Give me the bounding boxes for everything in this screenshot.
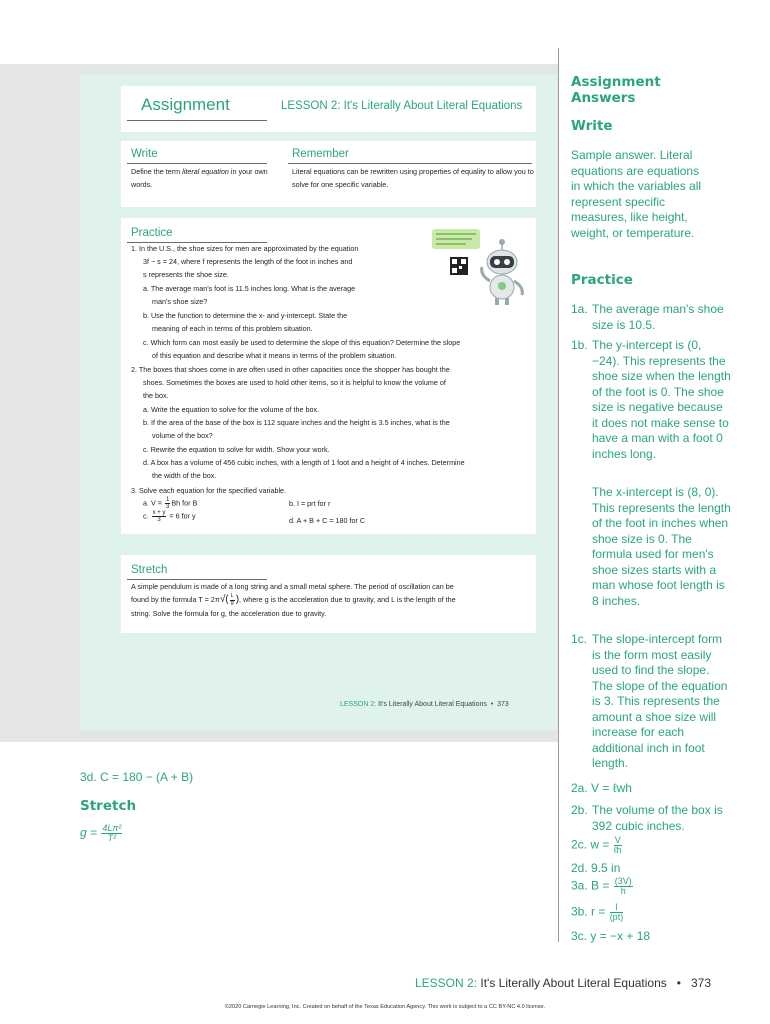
- answer-1b-text: The y-intercept is (0, −24). This represents the shoe size when the length of the foot is 0. The shoe size is negative because it does not make sense to have a man with a foot 0 inches long.: [592, 338, 731, 461]
- column-divider: [558, 48, 559, 942]
- answer-3a-prefix: 3a. B =: [571, 878, 613, 893]
- practice-q1-line3: s represents the shoe size.: [143, 270, 229, 279]
- inner-footer-page: 373: [497, 701, 509, 708]
- practice-q3a: [143, 497, 197, 510]
- practice-q2a: a. Write the equation to solve for the volume of the box.: [143, 405, 320, 414]
- write-prompt-suffix: in your own words.: [131, 167, 268, 189]
- practice-heading: Practice: [131, 227, 173, 239]
- answer-3b-prefix: 3b. r =: [571, 904, 609, 919]
- inner-footer-bullet: •: [490, 701, 494, 708]
- answer-1c-label: 1c.: [571, 632, 588, 646]
- practice-q1-line1: 1. In the U.S., the shoe sizes for men are approximated by the equation: [131, 244, 359, 253]
- write-prompt-term: literal equation: [182, 167, 229, 176]
- answer-2a: 2a. V = ℓwh: [571, 781, 632, 795]
- footer-title: It's Literally About Literal Equations: [477, 976, 667, 990]
- remember-heading: Remember: [292, 148, 349, 160]
- practice-q1c-line1: c. Which form can most easily be used to determine the slope of this equation? Determine the slope: [143, 338, 461, 347]
- practice-q2-line3: the box.: [143, 391, 169, 400]
- answer-3b: [571, 903, 624, 922]
- answer-1b-text-2: The x-intercept is (8, 0). This represents the length of the foot in inches when shoe size is 0. The formula used for men's shoe sizes starts with a man whose foot length is 8 inches.: [592, 485, 731, 608]
- answer-3d: 3d. C = 180 − (A + B): [80, 770, 194, 784]
- write-heading: Write: [131, 148, 158, 160]
- answer-stretch-denominator: T²: [107, 833, 117, 843]
- answer-3b-numerator: I: [610, 903, 624, 913]
- footer-lesson: LESSON 2:: [415, 976, 478, 990]
- footer-page-number: 373: [691, 976, 712, 990]
- answer-2b-text: The volume of the box is 392 cubic inches.: [592, 803, 723, 833]
- stretch-rule: [127, 579, 267, 580]
- q3c-numerator: x + y: [152, 510, 166, 516]
- practice-q2-line1: 2. The boxes that shoes come in are often used in other capacities once the shopper has bought the: [131, 365, 450, 374]
- q3a-suffix: Bh for B: [171, 498, 198, 508]
- answers-practice-heading: Practice: [571, 272, 633, 288]
- answer-3c: 3c. y = −x + 18: [571, 929, 651, 943]
- answer-2c-numerator: V: [614, 835, 621, 845]
- write-rule: [127, 163, 267, 164]
- practice-q3b: b. I = prt for r: [289, 499, 331, 508]
- practice-q1a-line1: a. The average man's foot is 11.5 inches long. What is the average: [143, 284, 356, 293]
- answer-3a: [571, 877, 634, 896]
- page-footer: [415, 976, 711, 990]
- answer-3b-denominator: (pt): [609, 912, 624, 922]
- practice-q3d: d. A + B + C = 180 for C: [289, 516, 366, 525]
- practice-q2b-line2: volume of the box?: [152, 431, 213, 440]
- stretch-heading: Stretch: [131, 564, 168, 576]
- stretch-line3: string. Solve the formula for g, the acceleration due to gravity.: [131, 609, 327, 618]
- answer-1c-text: The slope-intercept form is the form most easily used to find the slope. The slope of the equation is 3. This represents the amount a shoe size will increase for each additional inch in foot length.: [592, 632, 728, 770]
- q3a-prefix: a. V =: [143, 498, 164, 508]
- answer-3a-denominator: h: [620, 886, 626, 896]
- practice-q1a-line2: man's shoe size?: [152, 297, 208, 306]
- write-prompt-prefix: Define the term: [131, 167, 183, 176]
- q3c-prefix: c.: [143, 511, 151, 521]
- q3c-denominator: 3: [157, 517, 161, 523]
- practice-q2b-line1: b. If the area of the base of the box is 112 square inches and the height is 3.5 inches, what is the: [143, 418, 450, 427]
- practice-q3c: [143, 510, 196, 523]
- answer-3a-numerator: (3V): [614, 876, 632, 886]
- robot-mascot-illustration: [432, 229, 532, 307]
- stretch-line2: found by the formula T = 2π√( $\frac{L}{g}$ ), where g is the acceleration due to gravity, and L is the length of the: [131, 593, 456, 606]
- stretch-formula-prefix: found by the formula T = 2π: [131, 595, 220, 604]
- q3c-suffix: = 6 for y: [167, 511, 196, 521]
- inner-footer-title: It's Literally About Literal Equations: [376, 701, 487, 708]
- remember-text: Literal equations can be rewritten using properties of equality to allow you to solve for one specific variable.: [292, 167, 534, 189]
- answer-stretch-numerator: 4Lπ²: [102, 823, 122, 833]
- q3a-denominator: 3: [165, 504, 170, 510]
- q3a-numerator: 1: [165, 497, 170, 503]
- remember-rule: [288, 163, 532, 164]
- answer-1a-text: The average man's shoe size is 10.5.: [592, 302, 724, 332]
- practice-q2-line2: shoes. Sometimes the boxes are used to hold other items, so it is helpful to know the volume of: [143, 378, 446, 387]
- answers-write-heading: Write: [571, 118, 613, 134]
- inner-footer-lesson: LESSON 2:: [340, 701, 377, 708]
- practice-q2d-line1: d. A box has a volume of 456 cubic inches, with a length of 1 foot and a height of 4 inches. Determine: [143, 458, 465, 467]
- answer-1b-label: 1b.: [571, 338, 588, 352]
- inner-page-footer: [340, 701, 509, 708]
- answer-stretch-prefix: g =: [80, 825, 101, 840]
- assignment-title: Assignment: [141, 95, 230, 114]
- answers-write-body: Sample answer. Literal equations are equations in which the variables all represent specific measures, like height, weight, or temperature.: [571, 148, 702, 240]
- answer-2d: 2d. 9.5 in: [571, 861, 621, 875]
- practice-q2d-line2: the width of the box.: [152, 471, 217, 480]
- footer-bullet: •: [676, 976, 681, 990]
- practice-q2c: c. Rewrite the equation to solve for width. Show your work.: [143, 445, 330, 454]
- practice-q3: 3. Solve each equation for the specified variable.: [131, 486, 287, 495]
- stretch-formula-numerator: L: [230, 593, 234, 600]
- answer-2c-prefix: 2c. w =: [571, 837, 613, 852]
- answer-2b-label: 2b.: [571, 803, 588, 817]
- practice-q1b-line2: meaning of each in terms of this problem situation.: [152, 324, 313, 333]
- answer-2c-denominator: ℓh: [613, 845, 622, 855]
- stretch-formula-denominator: g: [230, 599, 234, 606]
- answer-stretch: [80, 824, 123, 843]
- title-underline: [127, 120, 267, 121]
- answers-stretch-heading: Stretch: [80, 798, 137, 814]
- stretch-line1: A simple pendulum is made of a long string and a small metal sphere. The period of oscillation can be: [131, 582, 454, 591]
- answers-heading-line1: Assignment: [571, 74, 661, 90]
- stretch-formula-suffix: , where g is the acceleration due to gravity, and L is the length of the: [239, 595, 456, 604]
- practice-q1-line2: 3f − s = 24, where f represents the length of the foot in inches and: [143, 257, 353, 266]
- answers-heading-line2: Answers: [571, 90, 636, 106]
- answer-1a-label: 1a.: [571, 302, 588, 316]
- answer-2c: [571, 836, 623, 855]
- copyright-notice: ©2020 Carnegie Learning, Inc. Created on behalf of the Texas Education Agency. This work is subject to a CC BY-NC 4.0 license.: [224, 1004, 546, 1010]
- write-prompt: [131, 166, 269, 191]
- lesson-heading: LESSON 2: It's Literally About Literal Equations: [281, 100, 523, 112]
- practice-q1b-line1: b. Use the function to determine the x- and y-intercept. State the: [143, 311, 348, 320]
- practice-q1c-line2: of this equation and describe what it means in terms of the problem situation.: [152, 351, 397, 360]
